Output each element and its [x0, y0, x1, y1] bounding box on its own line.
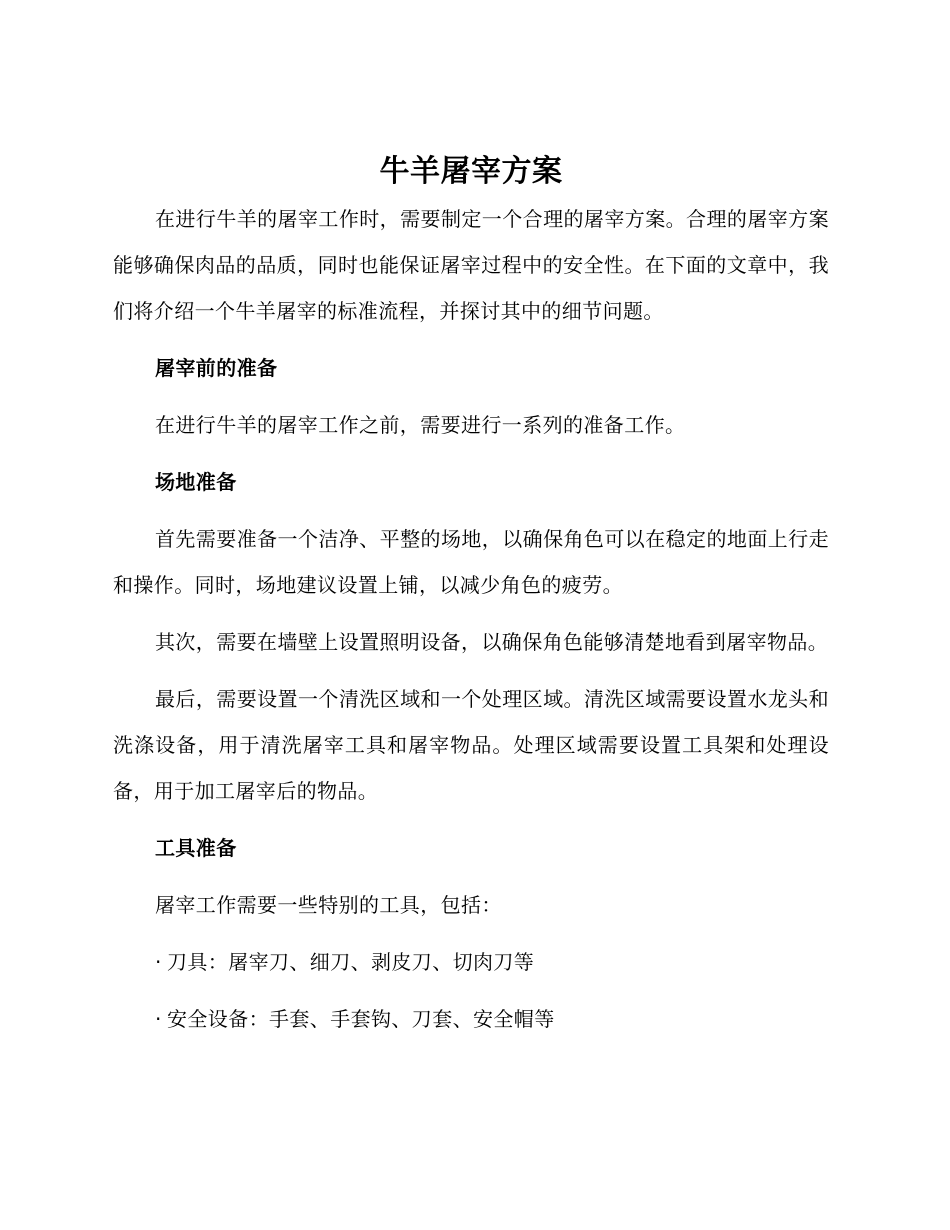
- spacer: [113, 505, 829, 516]
- document-page: [113, 148, 829, 1042]
- spacer: [113, 448, 829, 459]
- site-paragraph-1: 首先需要准备一个洁净、平整的场地，以确保角色可以在稳定的地面上行走和操作。同时，场地建议设置上铺，以减少角色的疲劳。: [113, 527, 829, 597]
- bullet-icon: ·: [155, 950, 162, 974]
- spacer: [113, 871, 829, 882]
- spacer: [113, 665, 829, 676]
- spacer: [113, 928, 829, 939]
- section-heading-site: 场地准备: [155, 470, 237, 494]
- preparation-paragraph: 在进行牛羊的屠宰工作之前，需要进行一系列的准备工作。: [155, 413, 686, 437]
- spacer: [113, 985, 829, 996]
- spacer: [113, 608, 829, 619]
- bullet-icon: ·: [155, 1007, 162, 1031]
- document-title: 牛羊屠宰方案: [379, 154, 563, 189]
- spacer: [113, 334, 829, 345]
- list-item-text: 刀具：屠宰刀、细刀、剥皮刀、切肉刀等: [167, 950, 535, 974]
- site-paragraph-2: 其次，需要在墙壁上设置照明设备，以确保角色能够清楚地看到屠宰物品。: [155, 630, 829, 654]
- list-item: [113, 939, 829, 985]
- intro-paragraph: 在进行牛羊的屠宰工作时，需要制定一个合理的屠宰方案。合理的屠宰方案能够确保肉品的品质，同时也能保证屠宰过程中的安全性。在下面的文章中，我们将介绍一个牛羊屠宰的标准流程，并探讨其中的细节问题。: [113, 207, 829, 323]
- list-item-text: 安全设备：手套、手套钩、刀套、安全帽等: [167, 1007, 555, 1031]
- spacer: [113, 814, 829, 825]
- spacer: [113, 391, 829, 402]
- section-heading-preparation: 屠宰前的准备: [155, 356, 278, 380]
- site-paragraph-3: 最后，需要设置一个清洗区域和一个处理区域。清洗区域需要设置水龙头和洗涤设备，用于清洗屠宰工具和屠宰物品。处理区域需要设置工具架和处理设备，用于加工屠宰后的物品。: [113, 687, 829, 803]
- tools-intro: 屠宰工作需要一些特别的工具，包括：: [155, 893, 502, 917]
- section-heading-tools: 工具准备: [155, 836, 237, 860]
- list-item: [113, 996, 829, 1042]
